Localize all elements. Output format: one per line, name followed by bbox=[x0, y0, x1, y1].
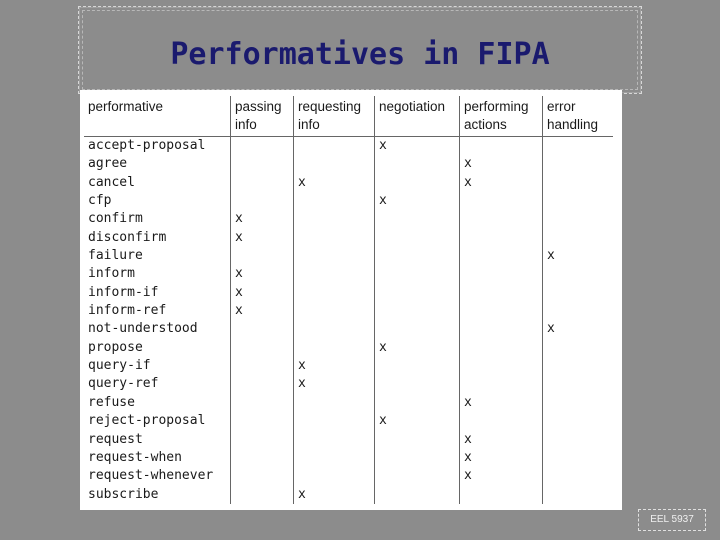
requesting-info-cell bbox=[294, 449, 375, 467]
performative-cell: not-understood bbox=[84, 320, 231, 338]
performing-actions-cell: x bbox=[460, 394, 543, 412]
footer-frame bbox=[638, 509, 706, 531]
table-row bbox=[84, 155, 613, 173]
error-handling-cell: x bbox=[547, 321, 555, 337]
passing-info-cell bbox=[231, 449, 294, 467]
table-row bbox=[84, 137, 613, 156]
passing-info-cell: x bbox=[231, 210, 294, 228]
error-handling-cell bbox=[543, 210, 614, 228]
negotiation-cell bbox=[375, 265, 460, 283]
negotiation-cell bbox=[375, 284, 460, 302]
requesting-info-cell: x bbox=[294, 174, 375, 192]
header-error-handling: error handling bbox=[543, 96, 614, 137]
passing-info-cell bbox=[231, 320, 294, 338]
passing-info-cell bbox=[231, 137, 294, 156]
performing-actions-cell bbox=[460, 339, 543, 357]
passing-info-cell: x bbox=[231, 284, 294, 302]
performative-cell: query-ref bbox=[84, 375, 231, 393]
performative-cell: inform-if bbox=[84, 284, 231, 302]
negotiation-cell bbox=[375, 449, 460, 467]
table-row bbox=[84, 229, 613, 247]
error-handling-cell bbox=[543, 412, 614, 430]
negotiation-cell bbox=[375, 174, 460, 192]
requesting-info-cell bbox=[294, 210, 375, 228]
performative-cell: agree bbox=[84, 155, 231, 173]
performing-actions-cell bbox=[460, 486, 543, 504]
table-body bbox=[84, 137, 613, 504]
error-handling-cell bbox=[543, 174, 614, 192]
table-row bbox=[84, 284, 613, 302]
negotiation-cell: x bbox=[375, 339, 460, 357]
passing-info-cell bbox=[231, 247, 294, 265]
passing-info-cell bbox=[231, 467, 294, 485]
passing-info-cell bbox=[231, 339, 294, 357]
table-row bbox=[84, 431, 613, 449]
performative-cell: query-if bbox=[84, 357, 231, 375]
error-handling-cell bbox=[543, 229, 614, 247]
performing-actions-cell: x bbox=[460, 174, 543, 192]
performing-actions-cell bbox=[460, 284, 543, 302]
performative-cell: propose bbox=[84, 339, 231, 357]
table-panel bbox=[80, 90, 622, 510]
negotiation-cell bbox=[375, 486, 460, 504]
requesting-info-cell: x bbox=[294, 375, 375, 393]
error-handling-cell: x bbox=[547, 248, 555, 264]
passing-info-cell bbox=[231, 192, 294, 210]
negotiation-cell bbox=[375, 229, 460, 247]
header-performative: performative bbox=[84, 96, 231, 137]
table-row bbox=[84, 265, 613, 283]
negotiation-cell bbox=[375, 394, 460, 412]
performative-cell: cancel bbox=[84, 174, 231, 192]
error-handling-cell bbox=[543, 486, 614, 504]
negotiation-cell bbox=[375, 210, 460, 228]
performatives-table bbox=[84, 96, 613, 504]
performing-actions-cell bbox=[460, 302, 543, 320]
negotiation-cell bbox=[375, 357, 460, 375]
performing-actions-cell bbox=[460, 357, 543, 375]
error-handling-cell bbox=[543, 302, 614, 320]
negotiation-cell bbox=[375, 155, 460, 173]
error-handling-cell bbox=[543, 375, 614, 393]
slide-title: Performatives in FIPA bbox=[170, 37, 550, 72]
requesting-info-cell bbox=[294, 339, 375, 357]
error-handling-cell bbox=[543, 284, 614, 302]
error-handling-cell bbox=[543, 467, 614, 485]
table-row bbox=[84, 192, 613, 210]
error-handling-cell bbox=[543, 137, 614, 156]
negotiation-cell: x bbox=[375, 137, 460, 156]
performative-cell: request-when bbox=[84, 449, 231, 467]
table-row bbox=[84, 375, 613, 393]
passing-info-cell: x bbox=[231, 265, 294, 283]
performing-actions-cell: x bbox=[460, 449, 543, 467]
header-performing-actions: performing actions bbox=[460, 96, 543, 137]
performing-actions-cell bbox=[460, 192, 543, 210]
course-footer: EEL 5937 bbox=[650, 514, 694, 525]
passing-info-cell bbox=[231, 394, 294, 412]
passing-info-cell bbox=[231, 357, 294, 375]
table-row bbox=[84, 394, 613, 412]
passing-info-cell bbox=[231, 174, 294, 192]
passing-info-cell: x bbox=[231, 229, 294, 247]
requesting-info-cell bbox=[294, 229, 375, 247]
negotiation-cell bbox=[375, 431, 460, 449]
error-handling-cell bbox=[543, 357, 614, 375]
performing-actions-cell bbox=[460, 320, 543, 338]
table-row bbox=[84, 357, 613, 375]
table-row bbox=[84, 174, 613, 192]
requesting-info-cell bbox=[294, 265, 375, 283]
table-row bbox=[84, 339, 613, 357]
passing-info-cell bbox=[231, 486, 294, 504]
performative-cell: accept-proposal bbox=[84, 137, 231, 156]
requesting-info-cell bbox=[294, 137, 375, 156]
performative-cell: refuse bbox=[84, 394, 231, 412]
passing-info-cell bbox=[231, 155, 294, 173]
table-row bbox=[84, 486, 613, 504]
table-header-row bbox=[84, 96, 613, 137]
header-negotiation: negotiation bbox=[375, 96, 460, 137]
requesting-info-cell bbox=[294, 412, 375, 430]
performative-cell: failure bbox=[84, 247, 231, 265]
header-passing-info: passing info bbox=[231, 96, 294, 137]
negotiation-cell bbox=[375, 320, 460, 338]
title-frame bbox=[78, 6, 642, 94]
performing-actions-cell bbox=[460, 265, 543, 283]
passing-info-cell bbox=[231, 431, 294, 449]
performative-cell: subscribe bbox=[84, 486, 231, 504]
requesting-info-cell bbox=[294, 247, 375, 265]
error-handling-cell bbox=[543, 394, 614, 412]
performing-actions-cell: x bbox=[460, 155, 543, 173]
passing-info-cell bbox=[231, 375, 294, 393]
error-handling-cell bbox=[543, 449, 614, 467]
negotiation-cell bbox=[375, 247, 460, 265]
requesting-info-cell bbox=[294, 320, 375, 338]
table-row bbox=[84, 247, 613, 265]
table-row bbox=[84, 449, 613, 467]
performative-cell: reject-proposal bbox=[84, 412, 231, 430]
negotiation-cell bbox=[375, 467, 460, 485]
performing-actions-cell: x bbox=[460, 467, 543, 485]
error-handling-cell bbox=[543, 192, 614, 210]
performing-actions-cell bbox=[460, 229, 543, 247]
negotiation-cell bbox=[375, 302, 460, 320]
requesting-info-cell bbox=[294, 467, 375, 485]
performing-actions-cell bbox=[460, 137, 543, 156]
performative-cell: disconfirm bbox=[84, 229, 231, 247]
performative-cell: request-whenever bbox=[84, 467, 231, 485]
negotiation-cell: x bbox=[375, 192, 460, 210]
passing-info-cell bbox=[231, 412, 294, 430]
table-row bbox=[84, 320, 613, 338]
error-handling-cell bbox=[543, 339, 614, 357]
performing-actions-cell bbox=[460, 412, 543, 430]
table-row bbox=[84, 412, 613, 430]
requesting-info-cell: x bbox=[294, 486, 375, 504]
header-requesting-info: requesting info bbox=[294, 96, 375, 137]
performing-actions-cell bbox=[460, 247, 543, 265]
performing-actions-cell bbox=[460, 375, 543, 393]
table-row bbox=[84, 302, 613, 320]
performative-cell: request bbox=[84, 431, 231, 449]
performing-actions-cell: x bbox=[460, 431, 543, 449]
performative-cell: inform bbox=[84, 265, 231, 283]
performative-cell: cfp bbox=[84, 192, 231, 210]
error-handling-cell bbox=[543, 431, 614, 449]
passing-info-cell: x bbox=[231, 302, 294, 320]
requesting-info-cell bbox=[294, 284, 375, 302]
table-row bbox=[84, 467, 613, 485]
requesting-info-cell bbox=[294, 192, 375, 210]
requesting-info-cell bbox=[294, 394, 375, 412]
negotiation-cell bbox=[375, 375, 460, 393]
error-handling-cell bbox=[543, 265, 614, 283]
requesting-info-cell: x bbox=[294, 357, 375, 375]
requesting-info-cell bbox=[294, 302, 375, 320]
performative-cell: inform-ref bbox=[84, 302, 231, 320]
requesting-info-cell bbox=[294, 431, 375, 449]
requesting-info-cell bbox=[294, 155, 375, 173]
error-handling-cell bbox=[543, 155, 614, 173]
table-row bbox=[84, 210, 613, 228]
performative-cell: confirm bbox=[84, 210, 231, 228]
negotiation-cell: x bbox=[375, 412, 460, 430]
performing-actions-cell bbox=[460, 210, 543, 228]
